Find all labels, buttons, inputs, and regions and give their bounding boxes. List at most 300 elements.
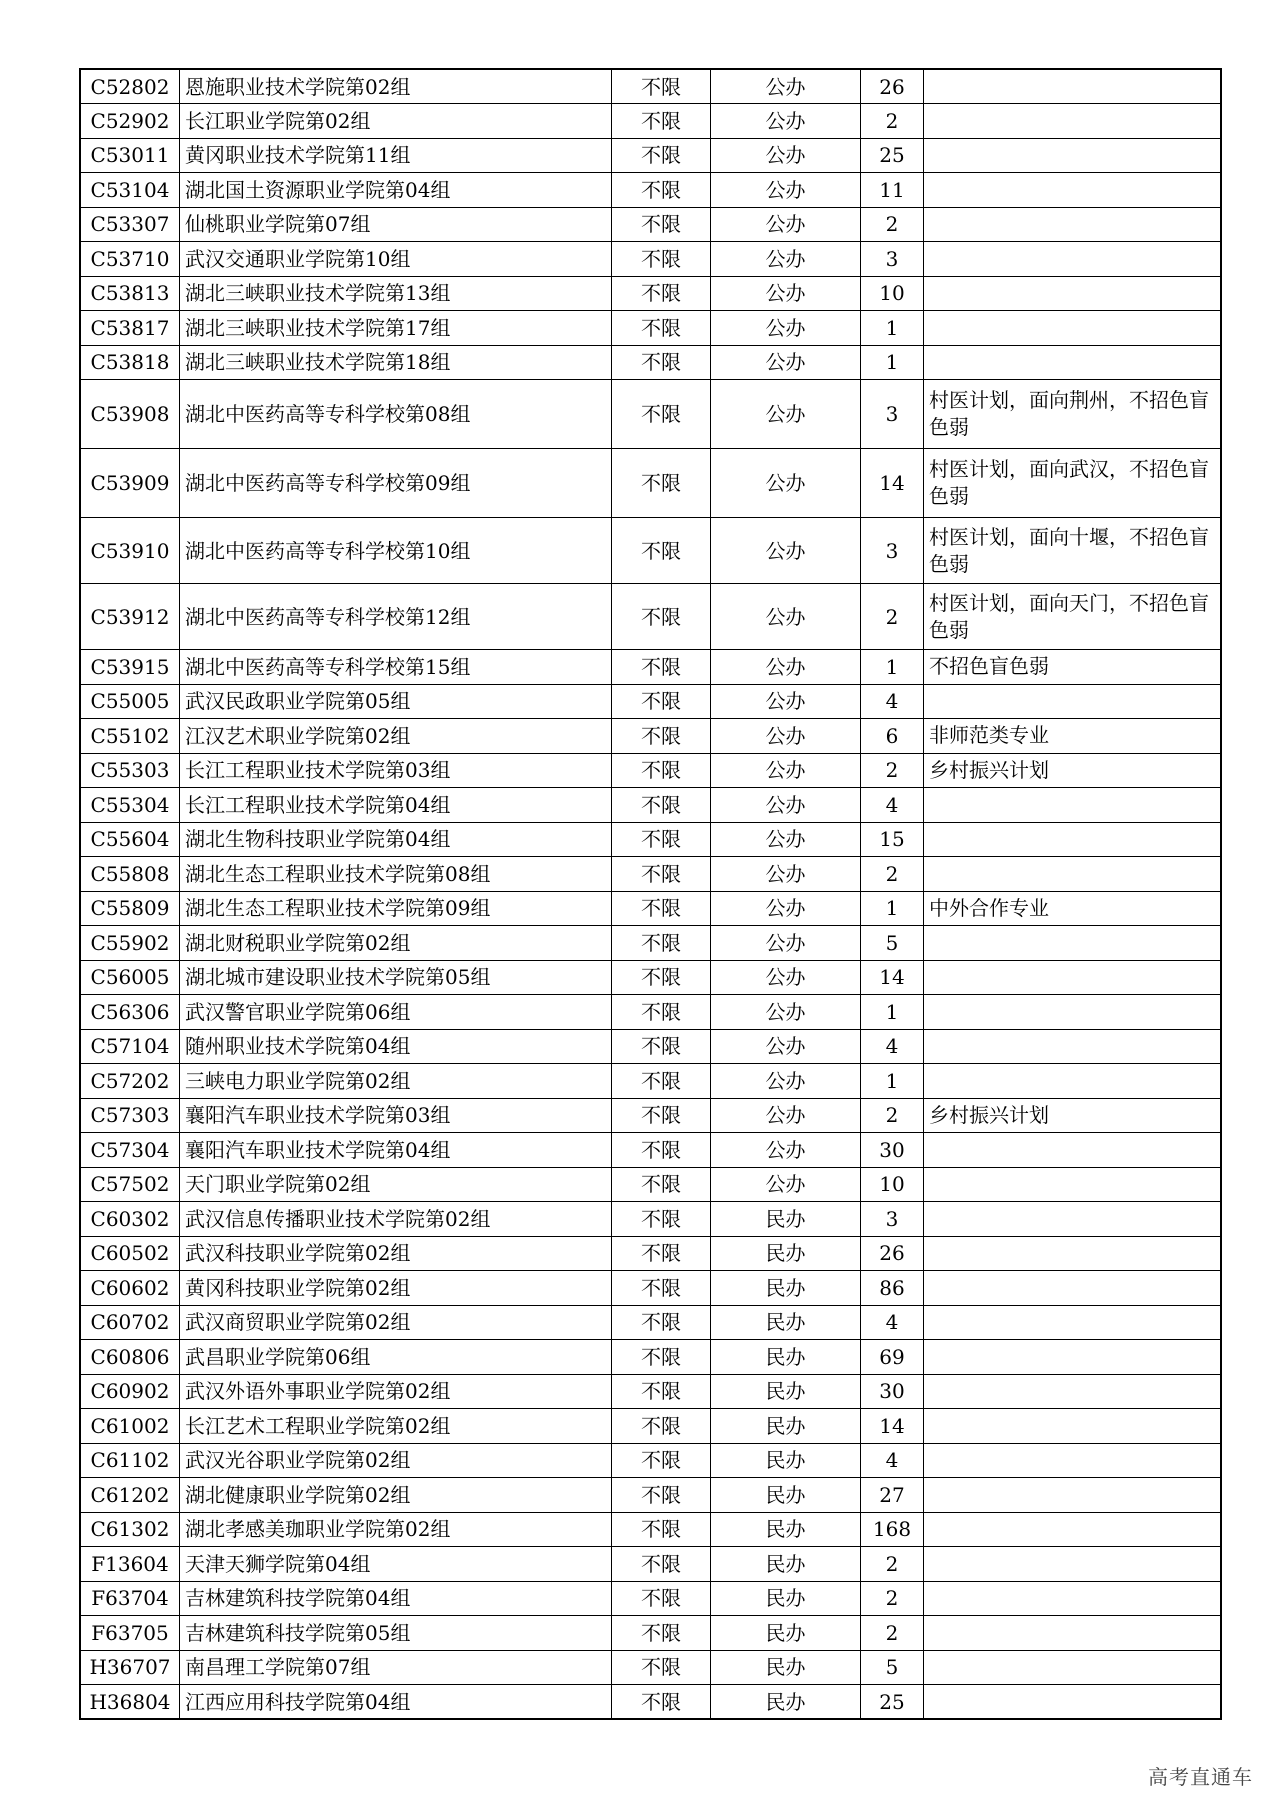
group-code-cell: C53912 bbox=[80, 584, 180, 650]
school-group-name-cell: 武汉警官职业学院第06组 bbox=[180, 995, 612, 1030]
plan-count-cell: 10 bbox=[861, 276, 924, 311]
plan-count-cell: 14 bbox=[861, 960, 924, 995]
school-group-name-cell: 湖北生态工程职业技术学院第09组 bbox=[180, 891, 612, 926]
note-cell: 中外合作专业 bbox=[924, 891, 1222, 926]
plan-count-cell: 2 bbox=[861, 207, 924, 242]
table-row bbox=[80, 1029, 1221, 1064]
school-type-cell: 公办 bbox=[711, 1098, 861, 1133]
table-row bbox=[80, 1685, 1221, 1720]
plan-count-cell: 15 bbox=[861, 822, 924, 857]
subject-requirement-cell: 不限 bbox=[612, 857, 711, 892]
group-code-cell: C60702 bbox=[80, 1305, 180, 1340]
table-row bbox=[80, 1512, 1221, 1547]
note-cell bbox=[924, 857, 1222, 892]
group-code-cell: C55304 bbox=[80, 788, 180, 823]
subject-requirement-cell: 不限 bbox=[612, 173, 711, 208]
school-group-name-cell: 天门职业学院第02组 bbox=[180, 1167, 612, 1202]
school-group-name-cell: 武汉外语外事职业学院第02组 bbox=[180, 1374, 612, 1409]
group-code-cell: H36804 bbox=[80, 1685, 180, 1720]
subject-requirement-cell: 不限 bbox=[612, 822, 711, 857]
school-type-cell: 民办 bbox=[711, 1547, 861, 1582]
group-code-cell: C52902 bbox=[80, 104, 180, 139]
table-row bbox=[80, 173, 1221, 208]
table-row bbox=[80, 960, 1221, 995]
school-group-name-cell: 湖北生态工程职业技术学院第08组 bbox=[180, 857, 612, 892]
subject-requirement-cell: 不限 bbox=[612, 960, 711, 995]
note-cell bbox=[924, 788, 1222, 823]
school-group-name-cell: 湖北中医药高等专科学校第08组 bbox=[180, 380, 612, 449]
group-code-cell: C56005 bbox=[80, 960, 180, 995]
table-row bbox=[80, 345, 1221, 380]
subject-requirement-cell: 不限 bbox=[612, 788, 711, 823]
subject-requirement-cell: 不限 bbox=[612, 1616, 711, 1651]
plan-count-cell: 27 bbox=[861, 1478, 924, 1513]
plan-count-cell: 2 bbox=[861, 1098, 924, 1133]
subject-requirement-cell: 不限 bbox=[612, 518, 711, 584]
school-type-cell: 民办 bbox=[711, 1374, 861, 1409]
school-group-name-cell: 湖北财税职业学院第02组 bbox=[180, 926, 612, 961]
subject-requirement-cell: 不限 bbox=[612, 1340, 711, 1375]
table-row bbox=[80, 69, 1221, 104]
school-type-cell: 公办 bbox=[711, 753, 861, 788]
table-row bbox=[80, 926, 1221, 961]
table-row bbox=[80, 1650, 1221, 1685]
school-type-cell: 公办 bbox=[711, 960, 861, 995]
group-code-cell: C53104 bbox=[80, 173, 180, 208]
note-cell bbox=[924, 276, 1222, 311]
table-row bbox=[80, 753, 1221, 788]
group-code-cell: C57303 bbox=[80, 1098, 180, 1133]
table-row bbox=[80, 719, 1221, 754]
note-cell bbox=[924, 995, 1222, 1030]
group-code-cell: C55604 bbox=[80, 822, 180, 857]
table-row bbox=[80, 276, 1221, 311]
plan-count-cell: 3 bbox=[861, 242, 924, 277]
note-cell: 乡村振兴计划 bbox=[924, 1098, 1222, 1133]
subject-requirement-cell: 不限 bbox=[612, 753, 711, 788]
table-row bbox=[80, 242, 1221, 277]
note-cell bbox=[924, 1133, 1222, 1168]
subject-requirement-cell: 不限 bbox=[612, 138, 711, 173]
subject-requirement-cell: 不限 bbox=[612, 449, 711, 518]
note-cell bbox=[924, 1202, 1222, 1237]
school-group-name-cell: 襄阳汽车职业技术学院第04组 bbox=[180, 1133, 612, 1168]
note-cell bbox=[924, 173, 1222, 208]
group-code-cell: C53011 bbox=[80, 138, 180, 173]
school-group-name-cell: 武汉民政职业学院第05组 bbox=[180, 684, 612, 719]
note-cell: 村医计划，面向荆州，不招色盲色弱 bbox=[924, 380, 1222, 449]
subject-requirement-cell: 不限 bbox=[612, 1271, 711, 1306]
note-cell: 乡村振兴计划 bbox=[924, 753, 1222, 788]
plan-count-cell: 1 bbox=[861, 1064, 924, 1099]
note-cell bbox=[924, 242, 1222, 277]
plan-count-cell: 4 bbox=[861, 788, 924, 823]
note-cell bbox=[924, 1581, 1222, 1616]
school-type-cell: 公办 bbox=[711, 788, 861, 823]
school-type-cell: 民办 bbox=[711, 1685, 861, 1720]
watermark: 高考直通车 bbox=[1148, 1765, 1253, 1789]
group-code-cell: F63705 bbox=[80, 1616, 180, 1651]
subject-requirement-cell: 不限 bbox=[612, 1167, 711, 1202]
school-group-name-cell: 长江职业学院第02组 bbox=[180, 104, 612, 139]
table-row bbox=[80, 104, 1221, 139]
note-cell bbox=[924, 1685, 1222, 1720]
table-row bbox=[80, 788, 1221, 823]
subject-requirement-cell: 不限 bbox=[612, 1098, 711, 1133]
subject-requirement-cell: 不限 bbox=[612, 1443, 711, 1478]
group-code-cell: C61002 bbox=[80, 1409, 180, 1444]
school-group-name-cell: 襄阳汽车职业技术学院第03组 bbox=[180, 1098, 612, 1133]
plan-count-cell: 1 bbox=[861, 995, 924, 1030]
group-code-cell: C61102 bbox=[80, 1443, 180, 1478]
school-group-name-cell: 湖北三峡职业技术学院第13组 bbox=[180, 276, 612, 311]
table-row bbox=[80, 1478, 1221, 1513]
note-cell: 村医计划，面向武汉，不招色盲色弱 bbox=[924, 449, 1222, 518]
group-code-cell: C60806 bbox=[80, 1340, 180, 1375]
note-cell bbox=[924, 1167, 1222, 1202]
subject-requirement-cell: 不限 bbox=[612, 1409, 711, 1444]
plan-count-cell: 4 bbox=[861, 1029, 924, 1064]
school-type-cell: 公办 bbox=[711, 1029, 861, 1064]
subject-requirement-cell: 不限 bbox=[612, 1547, 711, 1582]
table-row bbox=[80, 995, 1221, 1030]
school-type-cell: 公办 bbox=[711, 449, 861, 518]
group-code-cell: C55102 bbox=[80, 719, 180, 754]
plan-count-cell: 2 bbox=[861, 104, 924, 139]
plan-count-cell: 2 bbox=[861, 584, 924, 650]
note-cell: 村医计划，面向天门，不招色盲色弱 bbox=[924, 584, 1222, 650]
school-group-name-cell: 湖北中医药高等专科学校第15组 bbox=[180, 650, 612, 685]
subject-requirement-cell: 不限 bbox=[612, 1236, 711, 1271]
subject-requirement-cell: 不限 bbox=[612, 345, 711, 380]
subject-requirement-cell: 不限 bbox=[612, 207, 711, 242]
school-type-cell: 民办 bbox=[711, 1271, 861, 1306]
note-cell: 不招色盲色弱 bbox=[924, 650, 1222, 685]
group-code-cell: C57304 bbox=[80, 1133, 180, 1168]
school-group-name-cell: 湖北中医药高等专科学校第12组 bbox=[180, 584, 612, 650]
table-row bbox=[80, 1271, 1221, 1306]
note-cell bbox=[924, 1064, 1222, 1099]
school-group-name-cell: 湖北城市建设职业技术学院第05组 bbox=[180, 960, 612, 995]
subject-requirement-cell: 不限 bbox=[612, 311, 711, 346]
school-type-cell: 公办 bbox=[711, 822, 861, 857]
school-group-name-cell: 湖北生物科技职业学院第04组 bbox=[180, 822, 612, 857]
school-group-name-cell: 南昌理工学院第07组 bbox=[180, 1650, 612, 1685]
subject-requirement-cell: 不限 bbox=[612, 276, 711, 311]
school-group-name-cell: 武汉信息传播职业技术学院第02组 bbox=[180, 1202, 612, 1237]
group-code-cell: C61302 bbox=[80, 1512, 180, 1547]
school-type-cell: 公办 bbox=[711, 380, 861, 449]
school-group-name-cell: 江西应用科技学院第04组 bbox=[180, 1685, 612, 1720]
group-code-cell: C55005 bbox=[80, 684, 180, 719]
school-group-name-cell: 武汉商贸职业学院第02组 bbox=[180, 1305, 612, 1340]
school-type-cell: 公办 bbox=[711, 276, 861, 311]
school-type-cell: 民办 bbox=[711, 1650, 861, 1685]
school-group-name-cell: 武汉光谷职业学院第02组 bbox=[180, 1443, 612, 1478]
note-cell bbox=[924, 1409, 1222, 1444]
plan-count-cell: 168 bbox=[861, 1512, 924, 1547]
plan-count-cell: 30 bbox=[861, 1133, 924, 1168]
school-group-name-cell: 仙桃职业学院第07组 bbox=[180, 207, 612, 242]
school-type-cell: 公办 bbox=[711, 69, 861, 104]
plan-count-cell: 4 bbox=[861, 684, 924, 719]
subject-requirement-cell: 不限 bbox=[612, 1581, 711, 1616]
table-row bbox=[80, 1443, 1221, 1478]
table-row bbox=[80, 1305, 1221, 1340]
school-group-name-cell: 湖北国土资源职业学院第04组 bbox=[180, 173, 612, 208]
subject-requirement-cell: 不限 bbox=[612, 1512, 711, 1547]
note-cell bbox=[924, 138, 1222, 173]
plan-count-cell: 1 bbox=[861, 650, 924, 685]
plan-count-cell: 1 bbox=[861, 311, 924, 346]
school-type-cell: 公办 bbox=[711, 345, 861, 380]
subject-requirement-cell: 不限 bbox=[612, 1374, 711, 1409]
table-row bbox=[80, 1340, 1221, 1375]
group-code-cell: C55809 bbox=[80, 891, 180, 926]
school-type-cell: 公办 bbox=[711, 926, 861, 961]
note-cell: 非师范类专业 bbox=[924, 719, 1222, 754]
school-type-cell: 公办 bbox=[711, 518, 861, 584]
subject-requirement-cell: 不限 bbox=[612, 1478, 711, 1513]
table-row bbox=[80, 1547, 1221, 1582]
plan-count-cell: 26 bbox=[861, 1236, 924, 1271]
subject-requirement-cell: 不限 bbox=[612, 650, 711, 685]
plan-count-cell: 5 bbox=[861, 1650, 924, 1685]
plan-count-cell: 1 bbox=[861, 345, 924, 380]
school-type-cell: 公办 bbox=[711, 857, 861, 892]
school-type-cell: 公办 bbox=[711, 891, 861, 926]
school-type-cell: 民办 bbox=[711, 1340, 861, 1375]
plan-count-cell: 10 bbox=[861, 1167, 924, 1202]
school-group-name-cell: 湖北三峡职业技术学院第17组 bbox=[180, 311, 612, 346]
note-cell bbox=[924, 1478, 1222, 1513]
table-row bbox=[80, 1374, 1221, 1409]
note-cell bbox=[924, 1443, 1222, 1478]
group-code-cell: C60602 bbox=[80, 1271, 180, 1306]
subject-requirement-cell: 不限 bbox=[612, 684, 711, 719]
plan-count-cell: 2 bbox=[861, 857, 924, 892]
group-code-cell: H36707 bbox=[80, 1650, 180, 1685]
school-type-cell: 公办 bbox=[711, 650, 861, 685]
table-row bbox=[80, 1133, 1221, 1168]
table-row bbox=[80, 1064, 1221, 1099]
school-group-name-cell: 湖北中医药高等专科学校第10组 bbox=[180, 518, 612, 584]
school-type-cell: 公办 bbox=[711, 719, 861, 754]
plan-count-cell: 69 bbox=[861, 1340, 924, 1375]
school-type-cell: 民办 bbox=[711, 1443, 861, 1478]
table-row bbox=[80, 518, 1221, 584]
school-type-cell: 公办 bbox=[711, 311, 861, 346]
school-type-cell: 公办 bbox=[711, 584, 861, 650]
table-row bbox=[80, 650, 1221, 685]
school-group-name-cell: 武汉交通职业学院第10组 bbox=[180, 242, 612, 277]
note-cell bbox=[924, 207, 1222, 242]
school-group-name-cell: 江汉艺术职业学院第02组 bbox=[180, 719, 612, 754]
subject-requirement-cell: 不限 bbox=[612, 1202, 711, 1237]
school-group-name-cell: 湖北健康职业学院第02组 bbox=[180, 1478, 612, 1513]
table-row bbox=[80, 822, 1221, 857]
group-code-cell: C57202 bbox=[80, 1064, 180, 1099]
note-cell bbox=[924, 104, 1222, 139]
plan-count-cell: 14 bbox=[861, 1409, 924, 1444]
table-row bbox=[80, 1202, 1221, 1237]
subject-requirement-cell: 不限 bbox=[612, 719, 711, 754]
school-group-name-cell: 天津天狮学院第04组 bbox=[180, 1547, 612, 1582]
plan-count-cell: 2 bbox=[861, 1616, 924, 1651]
school-group-name-cell: 恩施职业技术学院第02组 bbox=[180, 69, 612, 104]
table-row bbox=[80, 857, 1221, 892]
plan-count-cell: 86 bbox=[861, 1271, 924, 1306]
subject-requirement-cell: 不限 bbox=[612, 1029, 711, 1064]
table-row bbox=[80, 1167, 1221, 1202]
plan-count-cell: 2 bbox=[861, 1547, 924, 1582]
subject-requirement-cell: 不限 bbox=[612, 995, 711, 1030]
note-cell bbox=[924, 1340, 1222, 1375]
school-group-name-cell: 湖北三峡职业技术学院第18组 bbox=[180, 345, 612, 380]
group-code-cell: C52802 bbox=[80, 69, 180, 104]
table-row bbox=[80, 380, 1221, 449]
group-code-cell: C55808 bbox=[80, 857, 180, 892]
plan-count-cell: 4 bbox=[861, 1443, 924, 1478]
table-row bbox=[80, 1616, 1221, 1651]
table-row bbox=[80, 1581, 1221, 1616]
note-cell bbox=[924, 684, 1222, 719]
plan-count-cell: 1 bbox=[861, 891, 924, 926]
table-row bbox=[80, 1409, 1221, 1444]
group-code-cell: C55902 bbox=[80, 926, 180, 961]
school-group-name-cell: 随州职业技术学院第04组 bbox=[180, 1029, 612, 1064]
group-code-cell: C53710 bbox=[80, 242, 180, 277]
plan-count-cell: 2 bbox=[861, 1581, 924, 1616]
plan-count-cell: 6 bbox=[861, 719, 924, 754]
plan-count-cell: 3 bbox=[861, 518, 924, 584]
note-cell bbox=[924, 1305, 1222, 1340]
school-type-cell: 公办 bbox=[711, 242, 861, 277]
school-group-name-cell: 吉林建筑科技学院第04组 bbox=[180, 1581, 612, 1616]
group-code-cell: C61202 bbox=[80, 1478, 180, 1513]
subject-requirement-cell: 不限 bbox=[612, 1650, 711, 1685]
group-code-cell: C53813 bbox=[80, 276, 180, 311]
school-group-name-cell: 长江工程职业技术学院第03组 bbox=[180, 753, 612, 788]
subject-requirement-cell: 不限 bbox=[612, 1133, 711, 1168]
subject-requirement-cell: 不限 bbox=[612, 891, 711, 926]
school-type-cell: 公办 bbox=[711, 1167, 861, 1202]
group-code-cell: C53817 bbox=[80, 311, 180, 346]
school-type-cell: 公办 bbox=[711, 138, 861, 173]
group-code-cell: C56306 bbox=[80, 995, 180, 1030]
subject-requirement-cell: 不限 bbox=[612, 926, 711, 961]
note-cell bbox=[924, 822, 1222, 857]
school-group-name-cell: 黄冈科技职业学院第02组 bbox=[180, 1271, 612, 1306]
note-cell bbox=[924, 311, 1222, 346]
subject-requirement-cell: 不限 bbox=[612, 1064, 711, 1099]
subject-requirement-cell: 不限 bbox=[612, 69, 711, 104]
school-group-name-cell: 湖北中医药高等专科学校第09组 bbox=[180, 449, 612, 518]
school-type-cell: 民办 bbox=[711, 1616, 861, 1651]
table-row bbox=[80, 891, 1221, 926]
school-group-name-cell: 长江艺术工程职业学院第02组 bbox=[180, 1409, 612, 1444]
note-cell bbox=[924, 926, 1222, 961]
note-cell bbox=[924, 1236, 1222, 1271]
table-row bbox=[80, 449, 1221, 518]
plan-count-cell: 3 bbox=[861, 380, 924, 449]
school-group-name-cell: 三峡电力职业学院第02组 bbox=[180, 1064, 612, 1099]
group-code-cell: C53818 bbox=[80, 345, 180, 380]
school-type-cell: 民办 bbox=[711, 1512, 861, 1547]
school-type-cell: 民办 bbox=[711, 1409, 861, 1444]
subject-requirement-cell: 不限 bbox=[612, 584, 711, 650]
table-row bbox=[80, 684, 1221, 719]
school-type-cell: 民办 bbox=[711, 1581, 861, 1616]
table-row bbox=[80, 207, 1221, 242]
group-code-cell: C53915 bbox=[80, 650, 180, 685]
plan-count-cell: 2 bbox=[861, 753, 924, 788]
school-type-cell: 公办 bbox=[711, 1064, 861, 1099]
table-row bbox=[80, 584, 1221, 650]
subject-requirement-cell: 不限 bbox=[612, 1305, 711, 1340]
group-code-cell: C57502 bbox=[80, 1167, 180, 1202]
plan-count-cell: 26 bbox=[861, 69, 924, 104]
group-code-cell: C60502 bbox=[80, 1236, 180, 1271]
school-type-cell: 公办 bbox=[711, 995, 861, 1030]
school-type-cell: 民办 bbox=[711, 1305, 861, 1340]
school-group-name-cell: 武昌职业学院第06组 bbox=[180, 1340, 612, 1375]
table-body bbox=[80, 69, 1221, 1719]
subject-requirement-cell: 不限 bbox=[612, 380, 711, 449]
plan-count-cell: 30 bbox=[861, 1374, 924, 1409]
group-code-cell: C53908 bbox=[80, 380, 180, 449]
plan-count-cell: 3 bbox=[861, 1202, 924, 1237]
note-cell bbox=[924, 345, 1222, 380]
plan-count-cell: 25 bbox=[861, 1685, 924, 1720]
school-type-cell: 公办 bbox=[711, 1133, 861, 1168]
group-code-cell: C53909 bbox=[80, 449, 180, 518]
note-cell bbox=[924, 1616, 1222, 1651]
note-cell bbox=[924, 1547, 1222, 1582]
subject-requirement-cell: 不限 bbox=[612, 1685, 711, 1720]
note-cell: 村医计划，面向十堰，不招色盲色弱 bbox=[924, 518, 1222, 584]
group-code-cell: C57104 bbox=[80, 1029, 180, 1064]
subject-requirement-cell: 不限 bbox=[612, 104, 711, 139]
school-group-name-cell: 湖北孝感美珈职业学院第02组 bbox=[180, 1512, 612, 1547]
school-type-cell: 民办 bbox=[711, 1478, 861, 1513]
school-type-cell: 公办 bbox=[711, 173, 861, 208]
school-group-name-cell: 武汉科技职业学院第02组 bbox=[180, 1236, 612, 1271]
school-group-name-cell: 吉林建筑科技学院第05组 bbox=[180, 1616, 612, 1651]
school-type-cell: 公办 bbox=[711, 207, 861, 242]
note-cell bbox=[924, 69, 1222, 104]
table-row bbox=[80, 1236, 1221, 1271]
plan-count-cell: 5 bbox=[861, 926, 924, 961]
note-cell bbox=[924, 1512, 1222, 1547]
plan-count-cell: 14 bbox=[861, 449, 924, 518]
group-code-cell: C60302 bbox=[80, 1202, 180, 1237]
table-row bbox=[80, 311, 1221, 346]
table-row bbox=[80, 1098, 1221, 1133]
plan-count-cell: 4 bbox=[861, 1305, 924, 1340]
school-type-cell: 民办 bbox=[711, 1202, 861, 1237]
school-group-name-cell: 长江工程职业技术学院第04组 bbox=[180, 788, 612, 823]
group-code-cell: C60902 bbox=[80, 1374, 180, 1409]
note-cell bbox=[924, 1271, 1222, 1306]
table-row bbox=[80, 138, 1221, 173]
note-cell bbox=[924, 1374, 1222, 1409]
school-type-cell: 公办 bbox=[711, 684, 861, 719]
note-cell bbox=[924, 1650, 1222, 1685]
note-cell bbox=[924, 960, 1222, 995]
school-type-cell: 民办 bbox=[711, 1236, 861, 1271]
school-group-name-cell: 黄冈职业技术学院第11组 bbox=[180, 138, 612, 173]
